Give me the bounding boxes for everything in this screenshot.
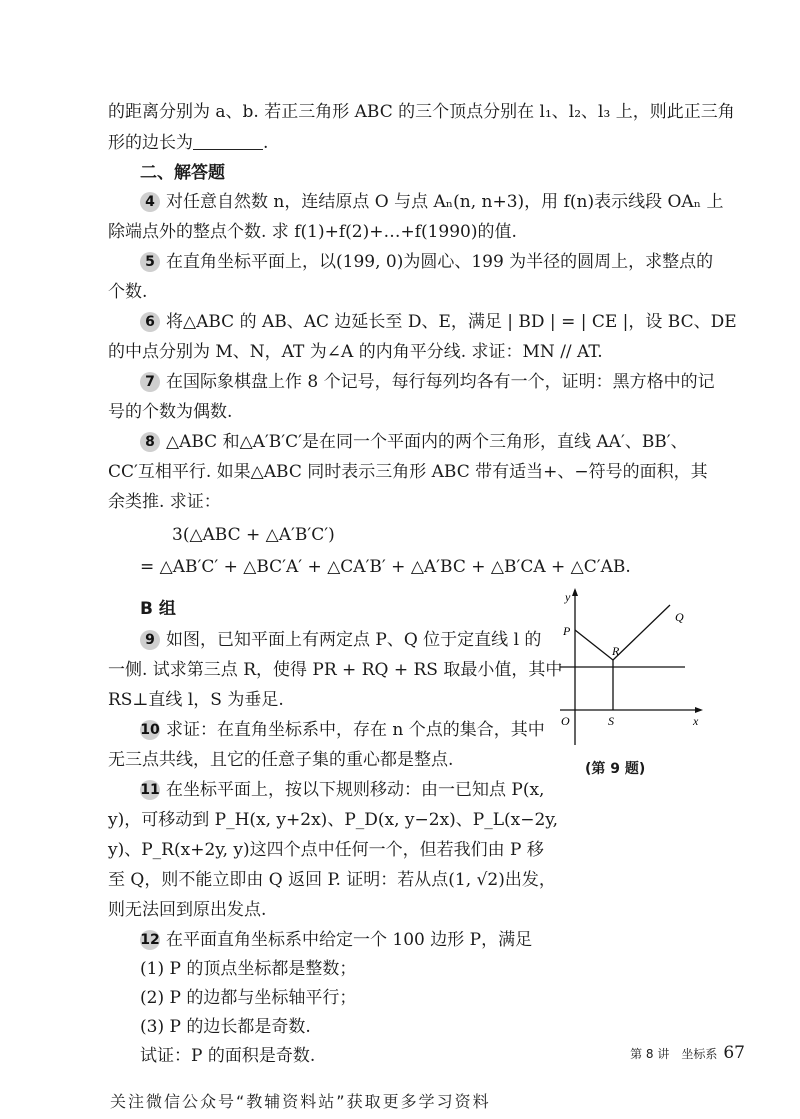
problem-number-badge: 10 bbox=[140, 722, 160, 738]
problem-6-line-2: 的中点分别为 M、N，AT 为∠A 的内角平分线. 求证：MN // AT. bbox=[108, 342, 603, 362]
segment-PR bbox=[575, 630, 613, 660]
label-R: R bbox=[612, 644, 620, 658]
figure-caption: (第 9 题) bbox=[585, 761, 646, 777]
label-y: y bbox=[565, 590, 571, 604]
problem-6-line-1 bbox=[140, 310, 737, 334]
problem-text: 求证：在直角坐标系中，存在 n 个点的集合，其中 bbox=[166, 720, 545, 740]
problem-4-line-1 bbox=[140, 190, 723, 214]
problem-10-line-2: 无三点共线，且它的任意子集的重心都是整点. bbox=[108, 750, 454, 770]
watermark: 关注微信公众号“教辅资料站”获取更多学习资料 bbox=[110, 1092, 491, 1111]
problem-text: 在坐标平面上，按以下规则移动：由一已知点 P(x, bbox=[166, 780, 545, 800]
page-number: 67 bbox=[723, 1043, 745, 1063]
problem-number-badge: 6 bbox=[140, 312, 160, 332]
label-O: O bbox=[561, 714, 570, 728]
segment-RQ bbox=[613, 605, 670, 660]
problem-text: 在直角坐标平面上，以(199, 0)为圆心、199 为半径的圆周上，求整点的 bbox=[166, 252, 714, 272]
problem-12-line-1 bbox=[140, 928, 532, 952]
label-x: x bbox=[693, 714, 699, 728]
problem-5-line-1 bbox=[140, 250, 713, 274]
problem-number-badge: 7 bbox=[140, 372, 160, 392]
label-Q: Q bbox=[675, 610, 684, 624]
label-S: S bbox=[608, 714, 614, 728]
problem-12-prove: 试证：P 的面积是奇数. bbox=[140, 1046, 316, 1066]
problem-12-condition-3: (3) P 的边长都是奇数. bbox=[140, 1017, 311, 1037]
problem-9-line-3: RS⊥直线 l，S 为垂足. bbox=[108, 690, 284, 710]
problem-number-badge: 4 bbox=[140, 192, 160, 212]
intro-line-1: 的距离分别为 a、b. 若正三角形 ABC 的三个顶点分别在 l₁、l₂、l₃ 上，则此正三角 bbox=[108, 102, 735, 122]
problem-8-equation-1: 3(△ABC + △A′B′C′) bbox=[172, 525, 335, 545]
problem-9-line-2: 一侧. 试求第三点 R，使得 PR + RQ + RS 取最小值，其中 bbox=[108, 660, 563, 680]
problem-number-badge: 8 bbox=[140, 432, 160, 452]
label-P: P bbox=[563, 624, 571, 638]
problem-8-line-2: CC′互相平行. 如果△ABC 同时表示三角形 ABC 带有适当+、−符号的面积，其 bbox=[108, 462, 708, 482]
problem-text: 对任意自然数 n，连结原点 O 与点 Aₙ(n, n+3)，用 f(n)表示线段 OAₙ 上 bbox=[166, 192, 724, 212]
problem-7-line-1 bbox=[140, 370, 715, 394]
page-footer bbox=[630, 1043, 745, 1063]
x-axis-arrow-icon bbox=[695, 707, 703, 713]
group-b-title: B 组 bbox=[140, 599, 176, 619]
intro-line-2 bbox=[108, 131, 268, 155]
problem-number-badge: 5 bbox=[140, 252, 160, 272]
problem-9-line-1 bbox=[140, 628, 541, 652]
problem-number-badge: 12 bbox=[140, 932, 160, 948]
problem-12-condition-2: (2) P 的边都与坐标轴平行； bbox=[140, 988, 357, 1008]
problem-7-line-2: 号的个数为偶数. bbox=[108, 402, 233, 422]
problem-text: 如图，已知平面上有两定点 P、Q 位于定直线 l 的 bbox=[166, 630, 542, 650]
problem-9-figure bbox=[555, 585, 705, 760]
section-title: 二、解答题 bbox=[140, 163, 225, 183]
problem-number-badge: 9 bbox=[140, 630, 160, 650]
problem-8-line-1 bbox=[140, 430, 688, 454]
problem-10-line-1 bbox=[140, 718, 545, 742]
problem-4-line-2: 除端点外的整点个数. 求 f(1)+f(2)+…+f(1990)的值. bbox=[108, 222, 517, 242]
answer-blank[interactable] bbox=[193, 133, 263, 150]
problem-11-line-1 bbox=[140, 778, 544, 802]
problem-12-condition-1: (1) P 的顶点坐标都是整数； bbox=[140, 959, 357, 979]
problem-8-line-3: 余类推. 求证： bbox=[108, 492, 221, 512]
problem-11-line-4: 至 Q，则不能立即由 Q 返回 P. 证明：若从点(1, √2)出发， bbox=[108, 870, 556, 890]
problem-11-line-2: y)，可移动到 P_H(x, y+2x)、P_D(x, y−2x)、P_L(x−2y, bbox=[108, 810, 559, 830]
problem-text: 将△ABC 的 AB、AC 边延长至 D、E，满足 | BD | = | CE |，设 BC、DE bbox=[166, 312, 737, 332]
intro-line-2-text: 形的边长为 bbox=[108, 133, 193, 153]
problem-text: 在平面直角坐标系中给定一个 100 边形 P，满足 bbox=[166, 930, 533, 950]
problem-number-badge: 11 bbox=[140, 782, 160, 798]
problem-11-line-5: 则无法回到原出发点. bbox=[108, 900, 267, 920]
chapter-title: 第 8 讲 坐标系 bbox=[630, 1047, 718, 1061]
problem-11-line-3: y)、P_R(x+2y, y)这四个点中任何一个，但若我们由 P 移 bbox=[108, 840, 544, 860]
y-axis-arrow-icon bbox=[572, 588, 578, 596]
problem-text: △ABC 和△A′B′C′是在同一个平面内的两个三角形，直线 AA′、BB′、 bbox=[166, 432, 688, 452]
problem-5-line-2: 个数. bbox=[108, 282, 148, 302]
intro-line-2-end: . bbox=[263, 133, 269, 153]
problem-8-equation-2: = △AB′C′ + △BC′A′ + △CA′B′ + △A′BC + △B′CA + △C′AB. bbox=[140, 557, 631, 577]
problem-text: 在国际象棋盘上作 8 个记号，每行每列均各有一个，证明：黑方格中的记 bbox=[166, 372, 715, 392]
